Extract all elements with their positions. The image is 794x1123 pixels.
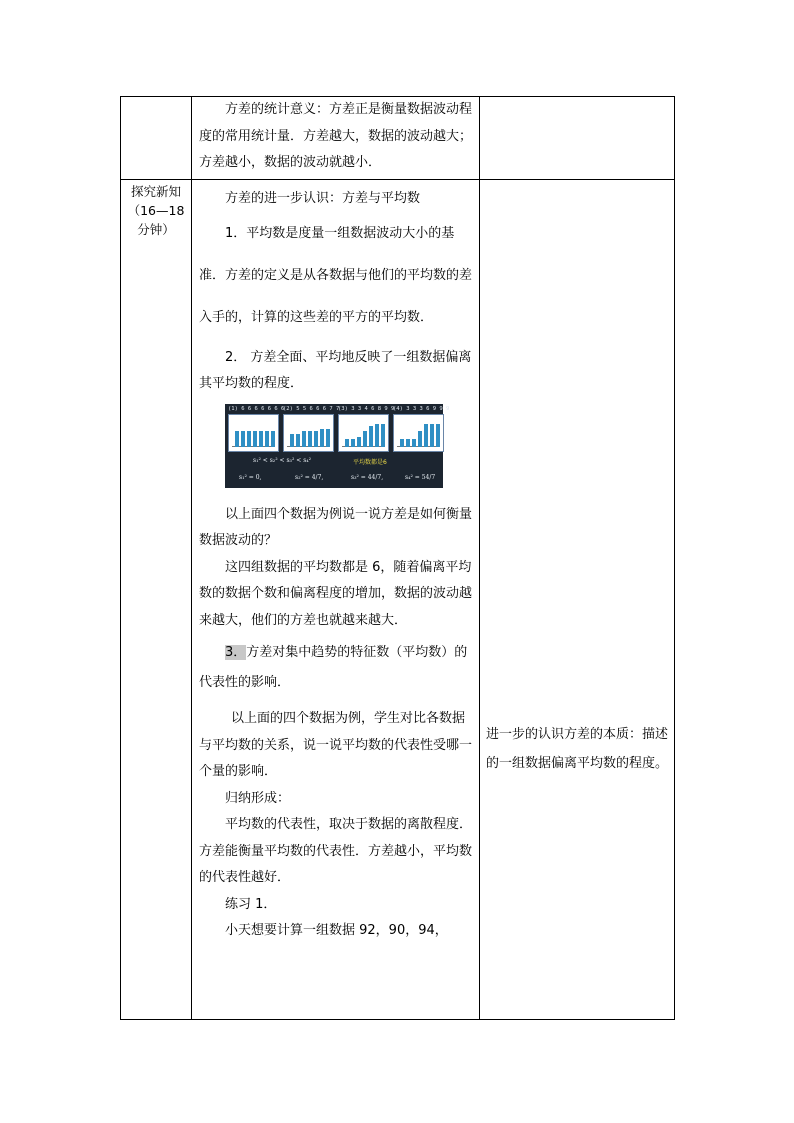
point-3-number: 3．: [225, 645, 247, 660]
bar-chart-panel: [338, 414, 389, 452]
stage-label: 探究新知: [130, 184, 181, 199]
note-cell: [480, 180, 675, 1020]
chart-bar: [314, 431, 318, 447]
chart-bar: [296, 434, 300, 447]
chart-bar: [290, 434, 294, 447]
point-2: 2． 方差全面、平均地反映了一组数据偏离其平均数的程度．: [199, 349, 472, 391]
chart-bar: [253, 431, 257, 447]
panel-title: (1) 6 6 6 6 6 6 6: [228, 405, 285, 412]
chart-bar: [247, 431, 251, 447]
panel-title: (2) 5 5 6 6 6 7 7: [283, 405, 340, 412]
chart-bar: [430, 424, 434, 447]
chart-bar: [326, 429, 330, 447]
exercise-label: 练习 1．: [225, 896, 277, 912]
table-row: [121, 97, 675, 180]
exercise-text: 小天想要计算一组数据 92，90，94，: [225, 923, 448, 938]
conclusion-paragraph: 平均数的代表性，取决于数据的离散程度．方差能衡量平均数的代表性．方差越小，平均数的代表性越好．: [199, 817, 473, 885]
chart-bar: [265, 431, 269, 447]
stage-time-unit: 分钟）: [137, 222, 175, 237]
variance-inequality: s₁² < s₂² < s₃² < s₄²: [253, 456, 312, 464]
chart-bar: [302, 431, 306, 447]
chart-bar: [320, 429, 324, 447]
chart-bar: [369, 426, 373, 447]
chart-bar: [412, 439, 416, 447]
section-heading: 方差的进一步认识：方差与平均数: [225, 191, 421, 206]
chart-bar: [424, 424, 428, 447]
variance-comparison-figure: [225, 404, 450, 488]
variance-1: s₁² = 0,: [239, 473, 262, 481]
chart-bar: [259, 431, 263, 447]
chart-bar: [436, 424, 440, 447]
note-cell: [480, 97, 675, 180]
point-3-text: 方差对集中趋势的特征数（平均数）的代表性的影响．: [199, 645, 468, 690]
teaching-note: 进一步的认识方差的本质：描述的一组数据偏离平均数的程度。: [486, 727, 669, 771]
panel-title: (3) 3 3 4 6 8 9 9: [338, 405, 395, 412]
chart-bar: [351, 439, 355, 447]
content-cell: [192, 97, 480, 180]
panel-title: (4) 3 3 3 6 9 9 9: [393, 405, 450, 412]
chart-bar: [345, 439, 349, 447]
chart-bar: [235, 431, 239, 447]
point-1: 1．平均数是度量一组数据波动大小的基准．方差的定义是从各数据与他们的平均数的差入手的，计算的这些差的平方的平均数．: [199, 225, 473, 325]
chart-bar: [400, 439, 404, 447]
stage-cell: [121, 97, 192, 180]
chart-bar: [381, 424, 385, 447]
lesson-plan-table: [120, 96, 675, 1020]
mean-note: 平均数都是6: [353, 458, 387, 466]
content-cell: [192, 180, 480, 1020]
chart-bar: [418, 431, 422, 447]
chart-bar: [271, 431, 275, 447]
chart-bar: [357, 437, 361, 447]
chart-bar: [308, 431, 312, 447]
chart-bar: [406, 439, 410, 447]
bar-chart-panel: [393, 414, 444, 452]
variance-meaning-paragraph: 方差的统计意义：方差正是衡量数据波动程度的常用统计量．方差越大，数据的波动越大；方差越小，数据的波动就越小．: [199, 102, 473, 170]
variance-2: s₂² = 4/7,: [295, 473, 324, 481]
question-paragraph: 以上面四个数据为例说一说方差是如何衡量数据波动的？: [199, 506, 473, 548]
compare-paragraph: 以上面的四个数据为例，学生对比各数据与平均数的关系，说一说平均数的代表性受哪一个量的影响．: [199, 711, 473, 779]
point-3: [192, 638, 479, 698]
chart-bar: [241, 431, 245, 447]
chart-bar: [363, 431, 367, 447]
bar-chart-panel: [228, 414, 279, 452]
chart-bar: [375, 424, 379, 447]
variance-4: s₄² = 54/7: [405, 473, 436, 481]
table-row: [121, 180, 675, 1020]
bar-chart-panel: [283, 414, 334, 452]
stage-time: （16—18: [127, 203, 185, 218]
answer-paragraph: 这四组数据的平均数都是 6，随着偏离平均数的数据个数和偏离程度的增加，数据的波动越来越大，他们的方差也就越来越大．: [199, 559, 473, 628]
variance-3: s₃² = 44/7,: [351, 473, 384, 481]
stage-cell: [121, 180, 192, 1020]
induction-label: 归纳形成：: [225, 790, 291, 806]
